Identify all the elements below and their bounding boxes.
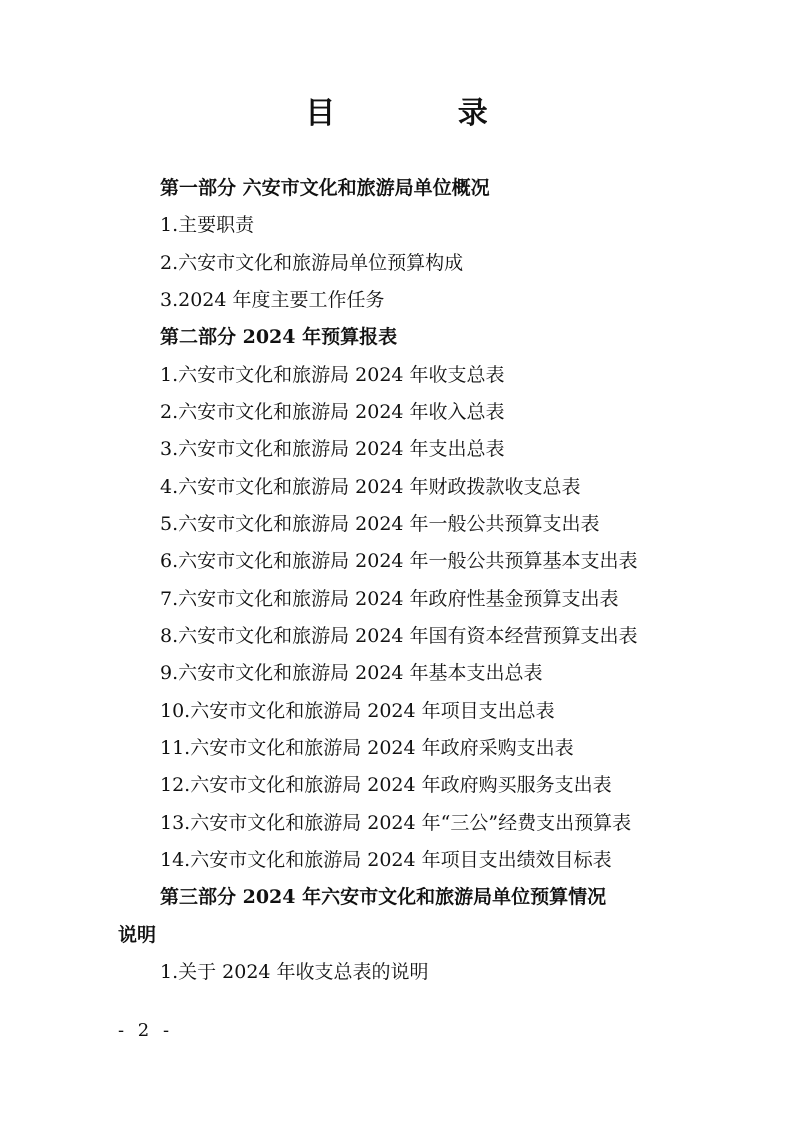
toc-section-2: 第二部分 2024 年预算报表 xyxy=(160,326,398,348)
toc-section-3: 第三部分 2024 年六安市文化和旅游局单位预算情况 xyxy=(160,886,607,908)
toc-item: 3.六安市文化和旅游局 2024 年支出总表 xyxy=(160,438,505,460)
toc-item: 14.六安市文化和旅游局 2024 年项目支出绩效目标表 xyxy=(160,849,612,871)
toc-item: 13.六安市文化和旅游局 2024 年“三公”经费支出预算表 xyxy=(160,812,632,834)
page-title: 目 录 xyxy=(305,96,544,131)
toc-item: 11.六安市文化和旅游局 2024 年政府采购支出表 xyxy=(160,737,574,759)
page-number: - 2 - xyxy=(118,1020,174,1041)
toc-item: 2.六安市文化和旅游局单位预算构成 xyxy=(160,252,464,274)
toc-item: 12.六安市文化和旅游局 2024 年政府购买服务支出表 xyxy=(160,774,612,796)
toc-section-1: 第一部分 六安市文化和旅游局单位概况 xyxy=(160,177,490,199)
toc-item: 1.关于 2024 年收支总表的说明 xyxy=(160,961,429,983)
toc-section-3-cont: 说明 xyxy=(118,924,157,946)
toc-item: 9.六安市文化和旅游局 2024 年基本支出总表 xyxy=(160,662,543,684)
toc-item: 1.六安市文化和旅游局 2024 年收支总表 xyxy=(160,364,505,386)
toc-item: 1.主要职责 xyxy=(160,214,255,236)
toc-item: 3.2024 年度主要工作任务 xyxy=(160,289,385,311)
toc-item: 8.六安市文化和旅游局 2024 年国有资本经营预算支出表 xyxy=(160,625,638,647)
toc-item: 5.六安市文化和旅游局 2024 年一般公共预算支出表 xyxy=(160,513,600,535)
toc-item: 7.六安市文化和旅游局 2024 年政府性基金预算支出表 xyxy=(160,588,619,610)
toc-item: 6.六安市文化和旅游局 2024 年一般公共预算基本支出表 xyxy=(160,550,638,572)
toc-item: 2.六安市文化和旅游局 2024 年收入总表 xyxy=(160,401,505,423)
toc-item: 10.六安市文化和旅游局 2024 年项目支出总表 xyxy=(160,700,555,722)
toc-item: 4.六安市文化和旅游局 2024 年财政拨款收支总表 xyxy=(160,476,581,498)
